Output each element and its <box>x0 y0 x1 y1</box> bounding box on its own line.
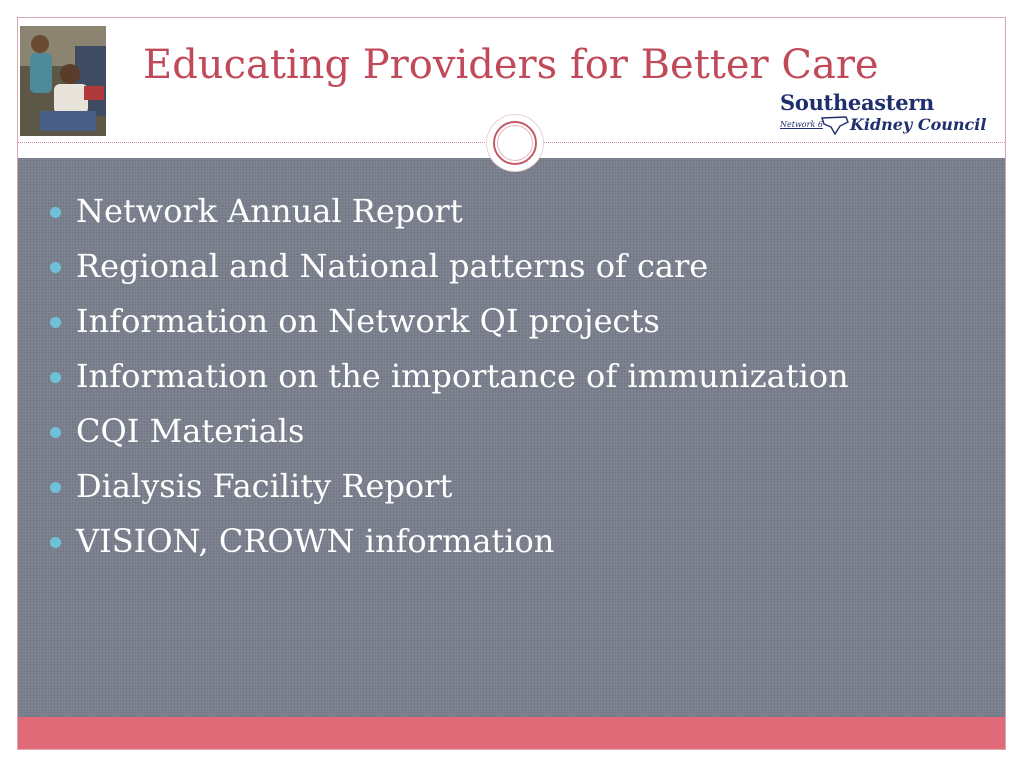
logo-line-2: Kidney Council <box>850 115 987 134</box>
bullet-list <box>48 184 849 569</box>
bullet-item <box>48 404 849 459</box>
bullet-dot-icon <box>50 317 61 328</box>
logo-line-1: Southeastern <box>780 90 934 115</box>
bullet-item <box>48 239 849 294</box>
bullet-dot-icon <box>50 427 61 438</box>
bullet-text: Dialysis Facility Report <box>76 467 453 505</box>
bullet-text: VISION, CROWN information <box>76 522 555 560</box>
bullet-text: Information on the importance of immunization <box>76 357 849 395</box>
slide <box>17 17 1006 750</box>
nurse-patient-photo <box>20 26 106 136</box>
circle-ornament-core <box>497 125 533 161</box>
bullet-item <box>48 294 849 349</box>
bullet-dot-icon <box>50 482 61 493</box>
bullet-item <box>48 184 849 239</box>
footer-band <box>18 717 1005 750</box>
slide-content <box>18 158 1005 718</box>
bullet-text: Information on Network QI projects <box>76 302 660 340</box>
bullet-dot-icon <box>50 262 61 273</box>
bullet-text: Network Annual Report <box>76 192 463 230</box>
circle-ornament <box>487 115 543 171</box>
bullet-dot-icon <box>50 537 61 548</box>
council-logo <box>780 90 987 140</box>
bullet-dot-icon <box>50 207 61 218</box>
bullet-dot-icon <box>50 372 61 383</box>
bullet-text: Regional and National patterns of care <box>76 247 709 285</box>
bullet-text: CQI Materials <box>76 412 305 450</box>
bullet-item <box>48 514 849 569</box>
bullet-item <box>48 459 849 514</box>
bullet-item <box>48 349 849 404</box>
logo-network-label: Network 6 <box>780 120 823 129</box>
slide-title: Educating Providers for Better Care <box>143 42 879 88</box>
state-outline-icon <box>820 114 850 136</box>
